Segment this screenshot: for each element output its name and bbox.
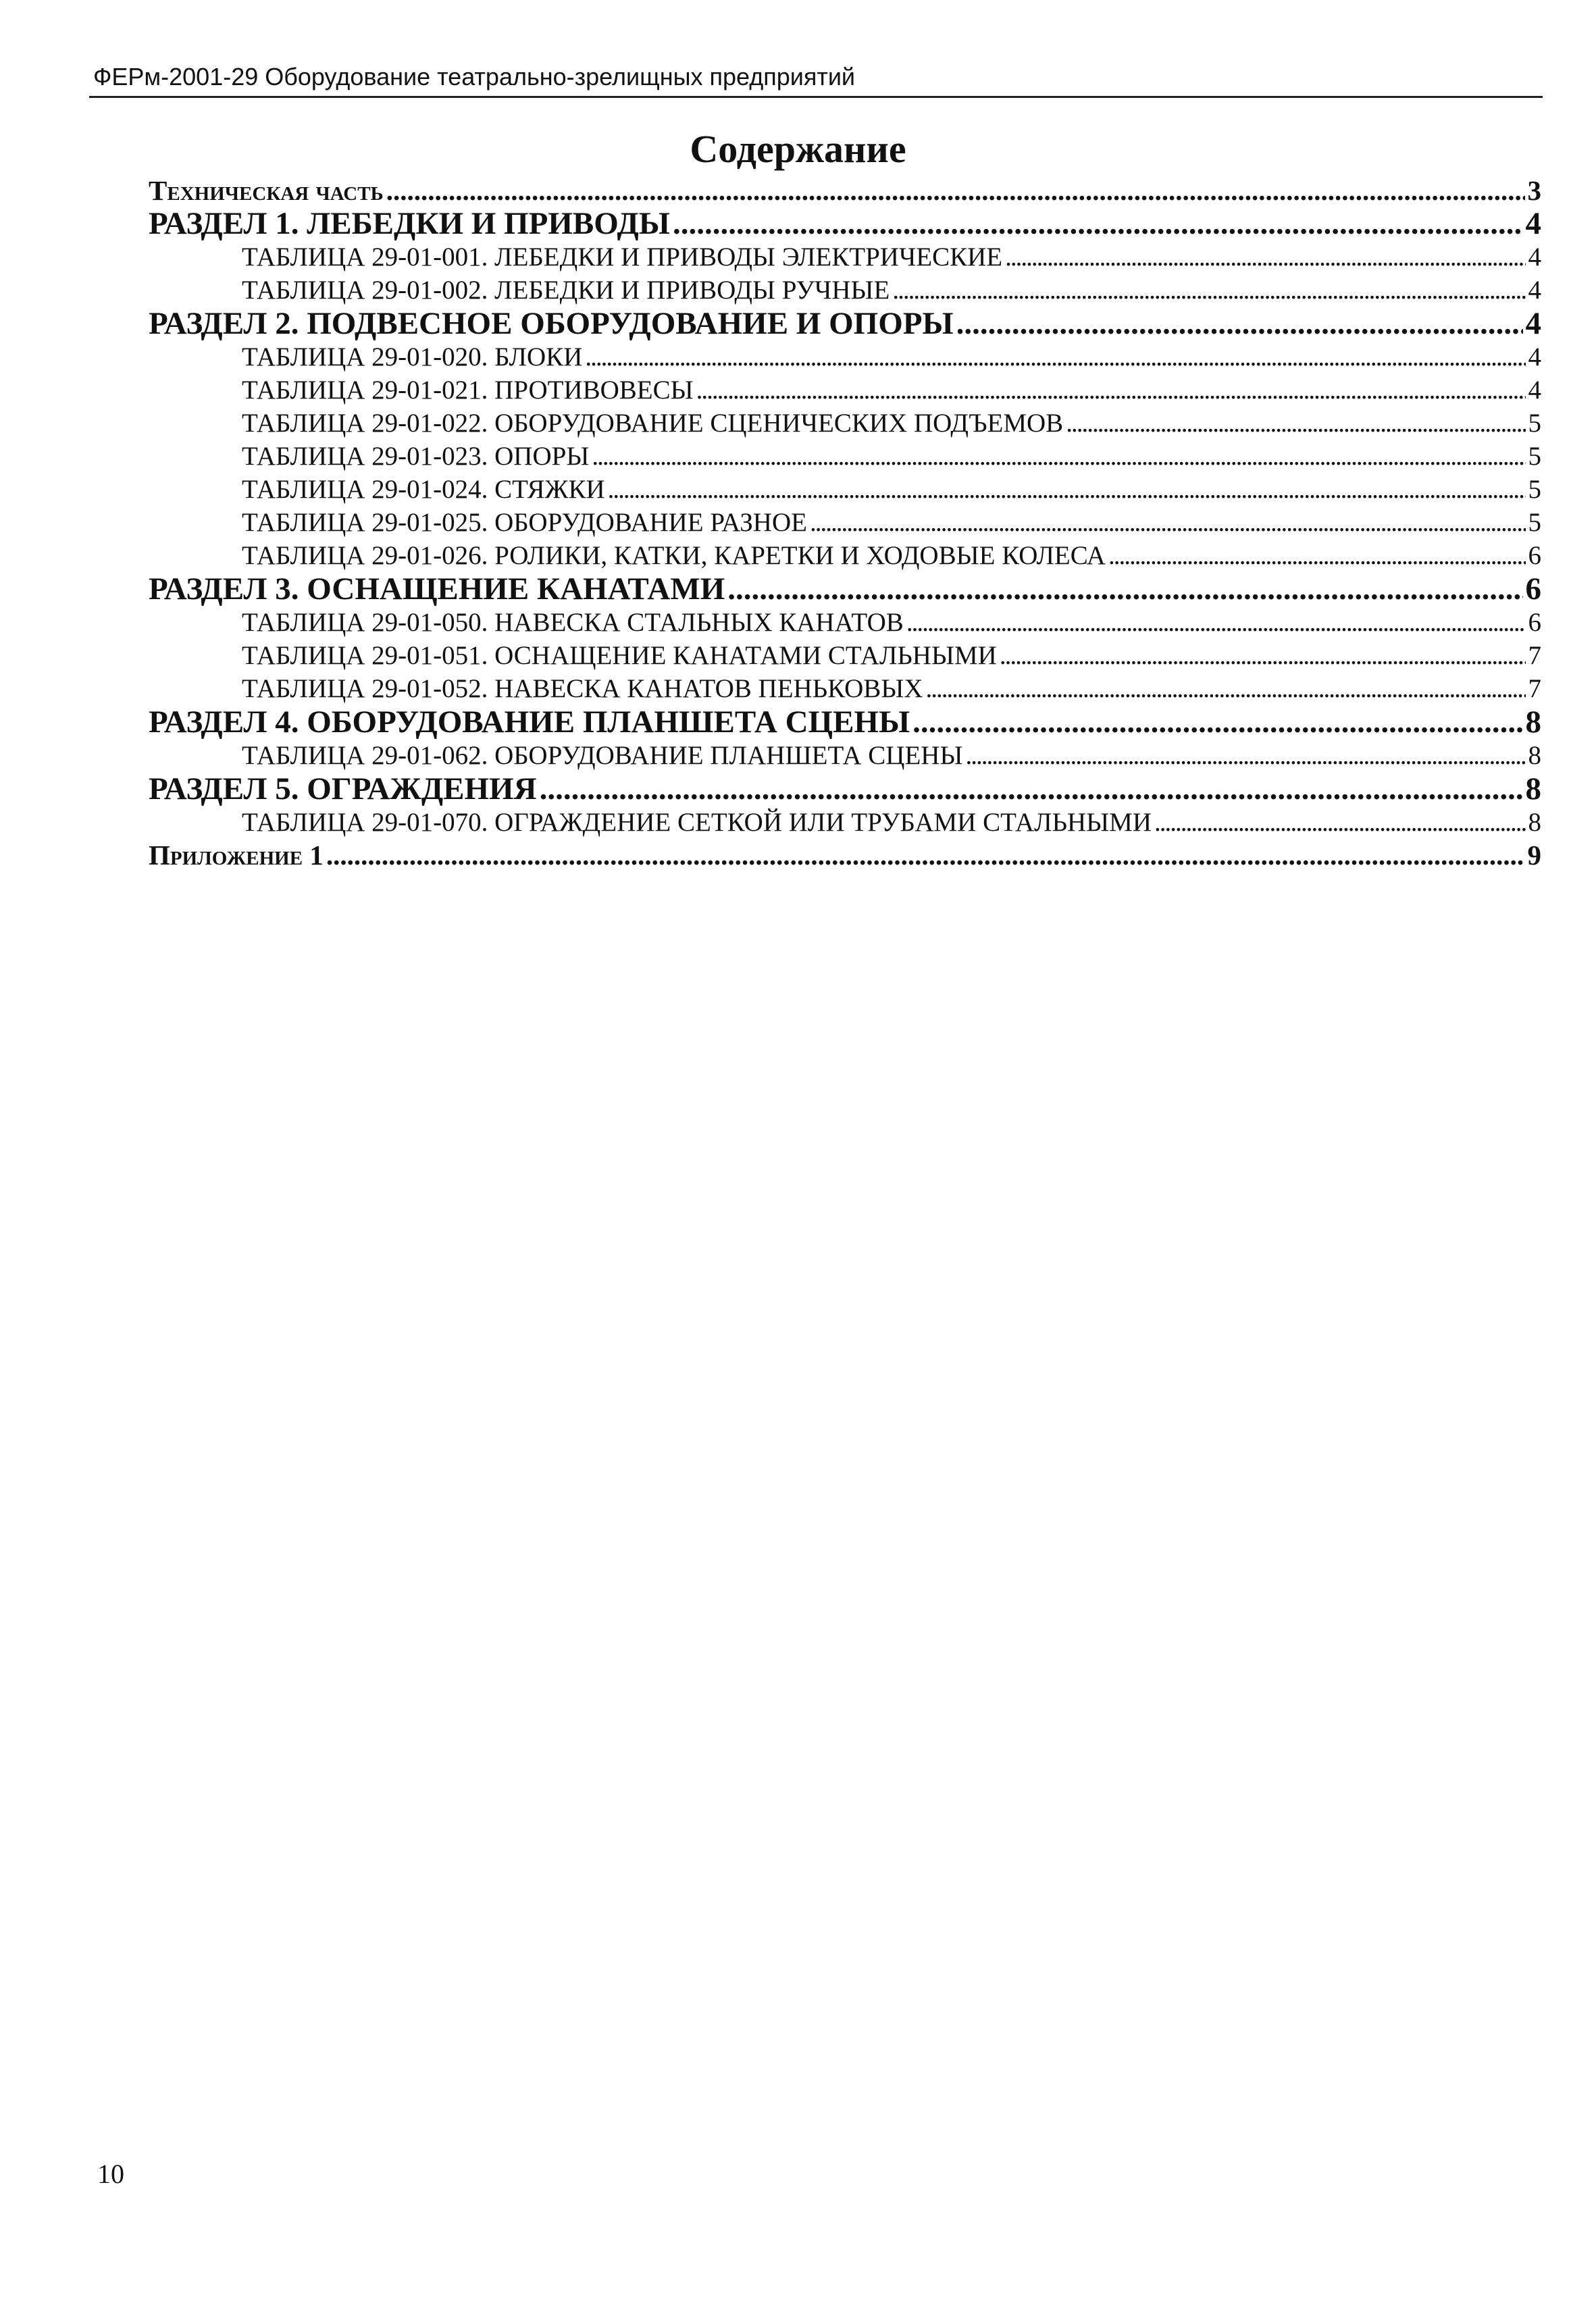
toc-leader-dots bbox=[1005, 240, 1525, 274]
toc-entry-top[interactable] bbox=[149, 174, 1541, 207]
toc-entry-label: ТАБЛИЦА 29-01-025. ОБОРУДОВАНИЕ РАЗНОЕ bbox=[242, 508, 807, 537]
toc-entry-label: ТАБЛИЦА 29-01-001. ЛЕБЕДКИ И ПРИВОДЫ ЭЛЕКТРИЧЕСКИЕ bbox=[242, 242, 1003, 272]
toc-entry-label: РАЗДЕЛ 3. ОСНАЩЕНИЕ КАНАТАМИ bbox=[149, 572, 725, 606]
toc-entry-page: 4 bbox=[1528, 242, 1541, 272]
running-header: ФЕРм-2001-29 Оборудование театрально-зрелищных предприятий bbox=[93, 63, 856, 91]
toc-entry-table[interactable] bbox=[149, 274, 1541, 307]
toc-entry-page: 8 bbox=[1525, 705, 1541, 739]
toc-entry-label: Техническая часть bbox=[149, 175, 384, 206]
toc-leader-dots bbox=[956, 307, 1523, 340]
toc-entry-page: 5 bbox=[1528, 508, 1541, 537]
toc-leader-dots bbox=[540, 772, 1523, 806]
toc-entry-table[interactable] bbox=[149, 440, 1541, 473]
toc-entry-label: РАЗДЕЛ 1. ЛЕБЕДКИ И ПРИВОДЫ bbox=[149, 207, 670, 240]
toc-entry-table[interactable] bbox=[149, 506, 1541, 539]
toc-entry-page: 5 bbox=[1528, 409, 1541, 438]
toc-entry-label: ТАБЛИЦА 29-01-021. ПРОТИВОВЕСЫ bbox=[242, 376, 694, 405]
toc-entry-label: РАЗДЕЛ 4. ОБОРУДОВАНИЕ ПЛАНШЕТА СЦЕНЫ bbox=[149, 705, 910, 739]
toc-leader-dots bbox=[585, 340, 1525, 374]
toc-leader-dots bbox=[326, 839, 1525, 871]
toc-leader-dots bbox=[592, 440, 1525, 473]
toc-entry-label: ТАБЛИЦА 29-01-062. ОБОРУДОВАНИЕ ПЛАНШЕТА СЦЕНЫ bbox=[242, 741, 963, 770]
toc-entry-table[interactable] bbox=[149, 806, 1541, 839]
toc-entry-table[interactable] bbox=[149, 240, 1541, 274]
toc-leader-dots bbox=[810, 506, 1526, 539]
toc-entry-page: 6 bbox=[1528, 541, 1541, 570]
toc-leader-dots bbox=[696, 374, 1526, 407]
toc-entry-label: ТАБЛИЦА 29-01-050. НАВЕСКА СТАЛЬНЫХ КАНАТОВ bbox=[242, 608, 904, 637]
toc-entry-page: 8 bbox=[1528, 808, 1541, 837]
toc-entry-section[interactable] bbox=[149, 572, 1541, 606]
toc-entry-label: ТАБЛИЦА 29-01-051. ОСНАЩЕНИЕ КАНАТАМИ СТАЛЬНЫМИ bbox=[242, 641, 997, 670]
toc-entry-section[interactable] bbox=[149, 307, 1541, 340]
toc-title: Содержание bbox=[690, 127, 906, 171]
toc-entry-page: 4 bbox=[1528, 276, 1541, 305]
toc-entry-page: 9 bbox=[1527, 840, 1541, 871]
toc-entry-table[interactable] bbox=[149, 672, 1541, 705]
page-number: 10 bbox=[97, 2159, 124, 2189]
toc-entry-table[interactable] bbox=[149, 639, 1541, 672]
toc-entry-label: ТАБЛИЦА 29-01-070. ОГРАЖДЕНИЕ СЕТКОЙ ИЛИ ТРУБАМИ СТАЛЬНЫМИ bbox=[242, 808, 1152, 837]
toc-entry-page: 4 bbox=[1528, 376, 1541, 405]
toc-entry-label: ТАБЛИЦА 29-01-022. ОБОРУДОВАНИЕ СЦЕНИЧЕСКИХ ПОДЪЕМОВ bbox=[242, 409, 1064, 438]
toc-leader-dots bbox=[892, 274, 1525, 307]
toc-leader-dots bbox=[386, 174, 1525, 207]
toc-entry-table[interactable] bbox=[149, 374, 1541, 407]
toc-entry-label: ТАБЛИЦА 29-01-023. ОПОРЫ bbox=[242, 442, 590, 471]
toc-leader-dots bbox=[608, 473, 1526, 506]
toc-entry-page: 7 bbox=[1528, 641, 1541, 670]
toc-entry-page: 5 bbox=[1528, 442, 1541, 471]
toc-entry-page: 6 bbox=[1528, 608, 1541, 637]
toc-entry-table[interactable] bbox=[149, 340, 1541, 374]
toc-entry-page: 4 bbox=[1525, 207, 1541, 240]
toc-entry-page: 6 bbox=[1525, 572, 1541, 606]
toc-entry-table[interactable] bbox=[149, 739, 1541, 772]
toc-entry-label: ТАБЛИЦА 29-01-024. СТЯЖКИ bbox=[242, 475, 605, 504]
toc-leader-dots bbox=[1000, 639, 1526, 672]
toc-leader-dots bbox=[965, 739, 1525, 772]
toc-entry-page: 3 bbox=[1527, 175, 1541, 206]
toc-entry-label: ТАБЛИЦА 29-01-026. РОЛИКИ, КАТКИ, КАРЕТКИ И ХОДОВЫЕ КОЛЕСА bbox=[242, 541, 1106, 570]
toc-entry-section[interactable] bbox=[149, 207, 1541, 240]
toc-entry-label: РАЗДЕЛ 2. ПОДВЕСНОЕ ОБОРУДОВАНИЕ И ОПОРЫ bbox=[149, 307, 954, 340]
header-rule bbox=[89, 96, 1543, 98]
toc-entry-section[interactable] bbox=[149, 705, 1541, 739]
toc-entry-top[interactable] bbox=[149, 839, 1541, 871]
toc-leader-dots bbox=[1154, 806, 1525, 839]
toc-leader-dots bbox=[912, 705, 1522, 739]
toc-entry-page: 8 bbox=[1528, 741, 1541, 770]
toc-entry-table[interactable] bbox=[149, 473, 1541, 506]
toc-entry-page: 8 bbox=[1525, 772, 1541, 806]
toc-entry-label: ТАБЛИЦА 29-01-020. БЛОКИ bbox=[242, 342, 583, 371]
toc-entry-page: 4 bbox=[1525, 307, 1541, 340]
toc-leader-dots bbox=[673, 207, 1523, 240]
toc-leader-dots bbox=[1066, 407, 1525, 440]
toc-entry-label: РАЗДЕЛ 5. ОГРАЖДЕНИЯ bbox=[149, 772, 537, 806]
toc-leader-dots bbox=[906, 606, 1526, 639]
toc-entry-page: 5 bbox=[1528, 475, 1541, 504]
toc-entry-section[interactable] bbox=[149, 772, 1541, 806]
toc-entry-label: Приложение 1 bbox=[149, 840, 324, 871]
toc-entry-table[interactable] bbox=[149, 606, 1541, 639]
toc-leader-dots bbox=[727, 572, 1522, 606]
toc-entry-table[interactable] bbox=[149, 539, 1541, 572]
toc-entry-label: ТАБЛИЦА 29-01-002. ЛЕБЕДКИ И ПРИВОДЫ РУЧНЫЕ bbox=[242, 276, 890, 305]
toc-entry-label: ТАБЛИЦА 29-01-052. НАВЕСКА КАНАТОВ ПЕНЬКОВЫХ bbox=[242, 674, 923, 703]
table-of-contents bbox=[149, 174, 1541, 871]
toc-entry-table[interactable] bbox=[149, 407, 1541, 440]
toc-leader-dots bbox=[926, 672, 1526, 705]
toc-leader-dots bbox=[1108, 539, 1526, 572]
toc-entry-page: 4 bbox=[1528, 342, 1541, 371]
toc-entry-page: 7 bbox=[1528, 674, 1541, 703]
